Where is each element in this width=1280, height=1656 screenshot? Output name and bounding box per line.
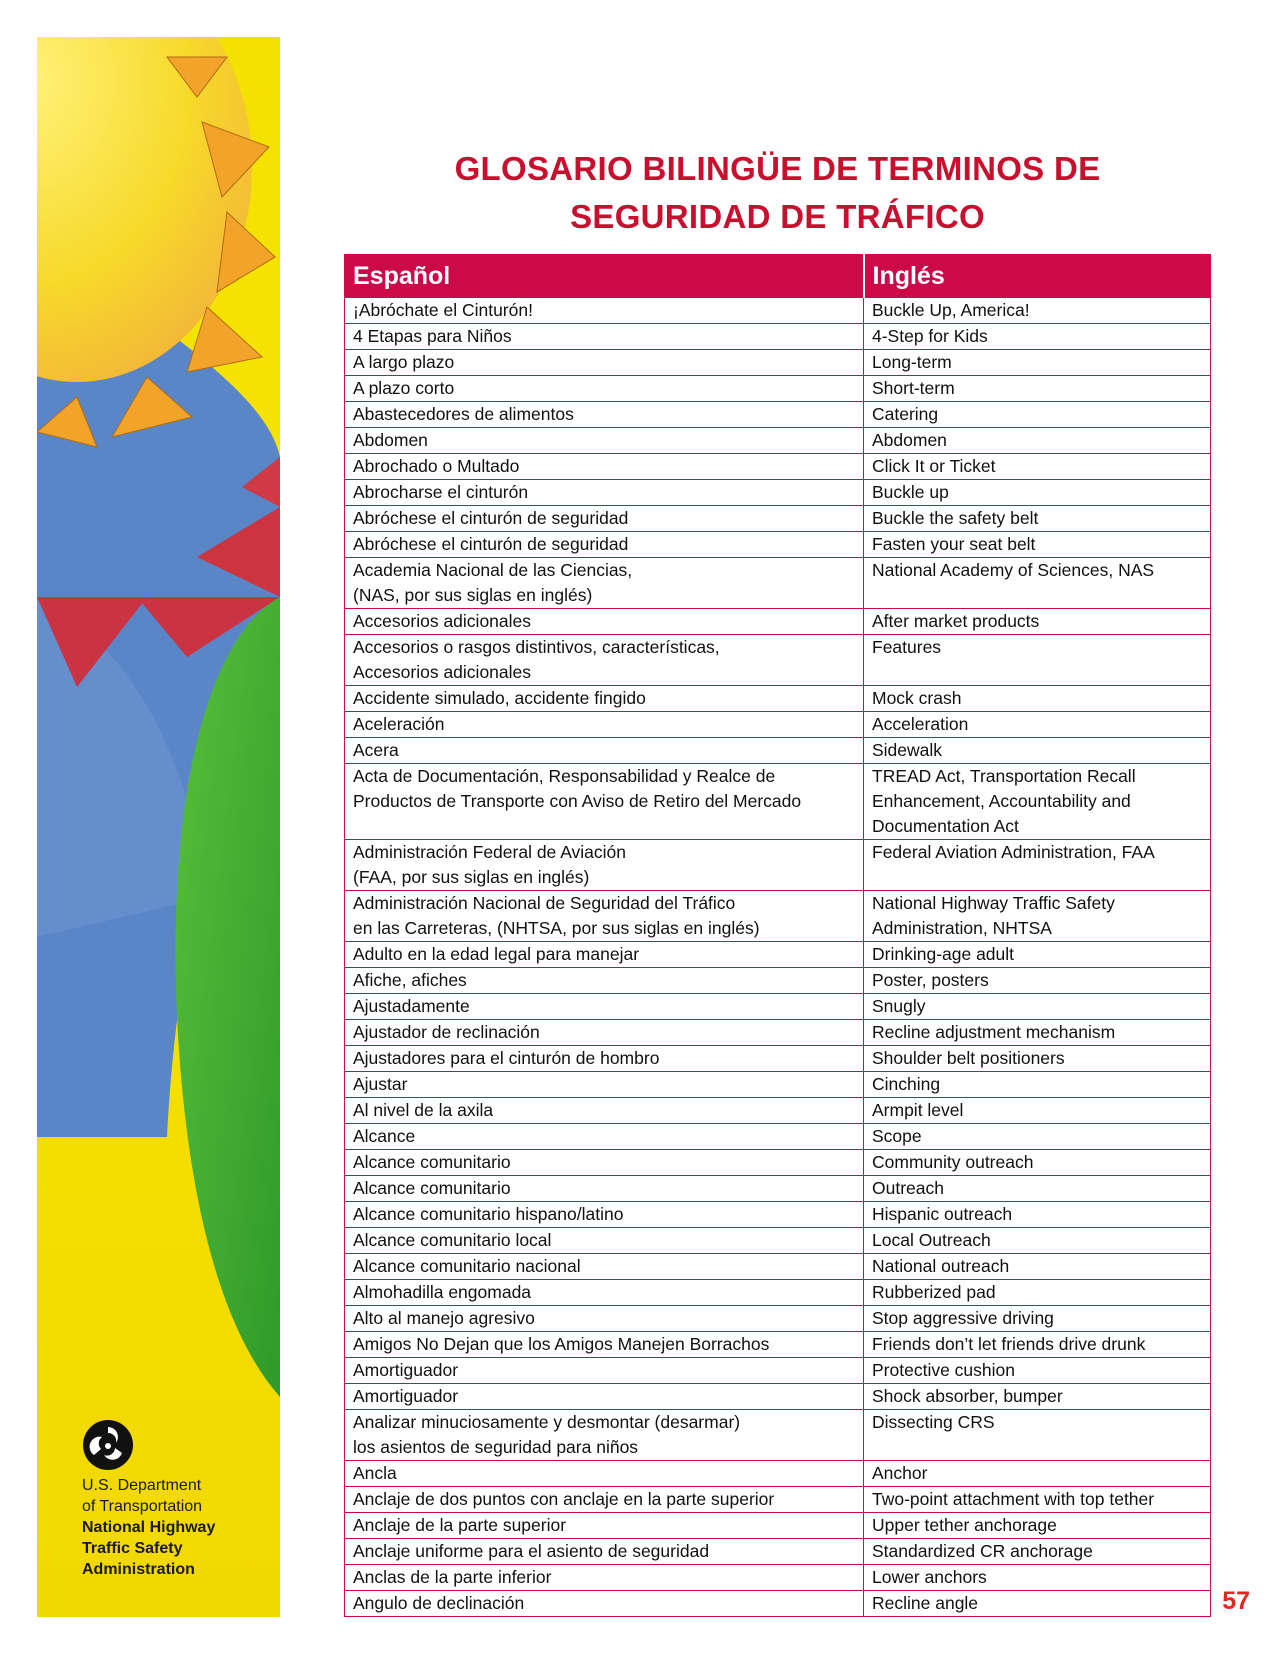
- term-english: Catering: [864, 402, 1211, 428]
- table-row: [345, 1565, 1211, 1591]
- term-english: Anchor: [864, 1461, 1211, 1487]
- table-row: [345, 1202, 1211, 1228]
- glossary-body: [345, 298, 1211, 1617]
- term-spanish: Anclaje de la parte superior: [345, 1513, 864, 1539]
- term-spanish: Accesorios adicionales: [345, 609, 864, 635]
- table-row: [345, 942, 1211, 968]
- term-spanish: Abdomen: [345, 428, 864, 454]
- table-row: [345, 350, 1211, 376]
- table-row: [345, 1332, 1211, 1358]
- table-row: [345, 532, 1211, 558]
- term-spanish: Accidente simulado, accidente fingido: [345, 686, 864, 712]
- table-row: [345, 738, 1211, 764]
- term-english: Scope: [864, 1124, 1211, 1150]
- table-row: [345, 1150, 1211, 1176]
- term-spanish: Alcance comunitario local: [345, 1228, 864, 1254]
- glossary-table: [344, 254, 1211, 1617]
- term-english: Upper tether anchorage: [864, 1513, 1211, 1539]
- term-english: Outreach: [864, 1176, 1211, 1202]
- term-spanish: Abrochado o Multado: [345, 454, 864, 480]
- table-row: [345, 480, 1211, 506]
- table-row: [345, 764, 1211, 840]
- term-spanish: Alcance comunitario: [345, 1150, 864, 1176]
- term-english: Federal Aviation Administration, FAA: [864, 840, 1211, 891]
- table-row: [345, 1306, 1211, 1332]
- term-english: Armpit level: [864, 1098, 1211, 1124]
- table-row: [345, 994, 1211, 1020]
- table-row: [345, 1461, 1211, 1487]
- term-english: Buckle Up, America!: [864, 298, 1211, 324]
- term-english: TREAD Act, Transportation Recall Enhancement, Accountability and Documentation Act: [864, 764, 1211, 840]
- agency-line-3: National Highway: [82, 1519, 216, 1536]
- term-spanish: Administración Federal de Aviación (FAA, por sus siglas en inglés): [345, 840, 864, 891]
- term-spanish: Amortiguador: [345, 1384, 864, 1410]
- term-english: Standardized CR anchorage: [864, 1539, 1211, 1565]
- table-row: [345, 1072, 1211, 1098]
- table-row: [345, 968, 1211, 994]
- table-row: [345, 1046, 1211, 1072]
- table-row: [345, 376, 1211, 402]
- agency-line-2: of Transportation: [82, 1498, 203, 1515]
- table-row: [345, 1539, 1211, 1565]
- term-english: Poster, posters: [864, 968, 1211, 994]
- table-row: [345, 1098, 1211, 1124]
- term-spanish: Ajustadores para el cinturón de hombro: [345, 1046, 864, 1072]
- table-row: [345, 686, 1211, 712]
- term-english: Rubberized pad: [864, 1280, 1211, 1306]
- table-row: [345, 891, 1211, 942]
- term-spanish: Alcance comunitario nacional: [345, 1254, 864, 1280]
- page-title: [345, 145, 1210, 241]
- decorative-sun-banner: [37, 37, 280, 1617]
- term-spanish: Angulo de declinación: [345, 1591, 864, 1617]
- term-spanish: Adulto en la edad legal para manejar: [345, 942, 864, 968]
- header-spanish: Español: [345, 255, 864, 298]
- term-spanish: Afiche, afiches: [345, 968, 864, 994]
- term-english: Recline angle: [864, 1591, 1211, 1617]
- term-spanish: Abróchese el cinturón de seguridad: [345, 506, 864, 532]
- table-row: [345, 635, 1211, 686]
- table-row: [345, 1020, 1211, 1046]
- table-row: [345, 324, 1211, 350]
- term-english: Fasten your seat belt: [864, 532, 1211, 558]
- term-spanish: Acta de Documentación, Responsabilidad y Realce de Productos de Transporte con Aviso de Retiro del Mercado: [345, 764, 864, 840]
- term-spanish: 4 Etapas para Niños: [345, 324, 864, 350]
- term-spanish: Anclaje de dos puntos con anclaje en la parte superior: [345, 1487, 864, 1513]
- term-english: Buckle up: [864, 480, 1211, 506]
- table-row: [345, 1176, 1211, 1202]
- term-english: Friends don’t let friends drive drunk: [864, 1332, 1211, 1358]
- table-row: [345, 1513, 1211, 1539]
- table-row: [345, 1280, 1211, 1306]
- table-row: [345, 402, 1211, 428]
- term-english: Recline adjustment mechanism: [864, 1020, 1211, 1046]
- table-header-row: [345, 255, 1211, 298]
- term-english: Hispanic outreach: [864, 1202, 1211, 1228]
- agency-line-1: U.S. Department: [82, 1477, 202, 1494]
- table-row: [345, 1124, 1211, 1150]
- title-line-2: SEGURIDAD DE TRÁFICO: [570, 198, 985, 235]
- table-row: [345, 712, 1211, 738]
- term-english: Dissecting CRS: [864, 1410, 1211, 1461]
- term-spanish: Ajustar: [345, 1072, 864, 1098]
- table-row: [345, 1358, 1211, 1384]
- agency-line-4: Traffic Safety: [82, 1540, 183, 1557]
- agency-line-5: Administration: [82, 1561, 195, 1578]
- term-spanish: Amigos No Dejan que los Amigos Manejen Borrachos: [345, 1332, 864, 1358]
- term-spanish: Aceleración: [345, 712, 864, 738]
- term-spanish: Alto al manejo agresivo: [345, 1306, 864, 1332]
- table-row: [345, 609, 1211, 635]
- term-spanish: Abrocharse el cinturón: [345, 480, 864, 506]
- table-row: [345, 840, 1211, 891]
- term-english: After market products: [864, 609, 1211, 635]
- title-line-1: GLOSARIO BILINGÜE DE TERMINOS DE: [454, 150, 1101, 187]
- term-spanish: Amortiguador: [345, 1358, 864, 1384]
- term-spanish: Almohadilla engomada: [345, 1280, 864, 1306]
- table-row: [345, 558, 1211, 609]
- table-row: [345, 298, 1211, 324]
- table-row: [345, 1591, 1211, 1617]
- table-row: [345, 1228, 1211, 1254]
- term-english: Long-term: [864, 350, 1211, 376]
- term-spanish: Accesorios o rasgos distintivos, características, Accesorios adicionales: [345, 635, 864, 686]
- term-english: Abdomen: [864, 428, 1211, 454]
- term-english: Stop aggressive driving: [864, 1306, 1211, 1332]
- term-english: Local Outreach: [864, 1228, 1211, 1254]
- term-english: Buckle the safety belt: [864, 506, 1211, 532]
- term-english: Acceleration: [864, 712, 1211, 738]
- table-row: [345, 1487, 1211, 1513]
- term-spanish: Analizar minuciosamente y desmontar (desarmar) los asientos de seguridad para niños: [345, 1410, 864, 1461]
- term-spanish: A plazo corto: [345, 376, 864, 402]
- term-english: Short-term: [864, 376, 1211, 402]
- term-spanish: Abróchese el cinturón de seguridad: [345, 532, 864, 558]
- term-english: Features: [864, 635, 1211, 686]
- term-english: Shock absorber, bumper: [864, 1384, 1211, 1410]
- term-english: Mock crash: [864, 686, 1211, 712]
- term-spanish: A largo plazo: [345, 350, 864, 376]
- page-number: 57: [1222, 1587, 1250, 1615]
- term-spanish: Administración Nacional de Seguridad del Tráfico en las Carreteras, (NHTSA, por sus siglas en inglés): [345, 891, 864, 942]
- dot-triskelion-icon: [82, 1419, 134, 1471]
- term-spanish: Ajustadamente: [345, 994, 864, 1020]
- term-english: National outreach: [864, 1254, 1211, 1280]
- table-row: [345, 1254, 1211, 1280]
- term-spanish: Al nivel de la axila: [345, 1098, 864, 1124]
- table-row: [345, 454, 1211, 480]
- term-english: Drinking-age adult: [864, 942, 1211, 968]
- term-spanish: Alcance comunitario hispano/latino: [345, 1202, 864, 1228]
- term-english: Two-point attachment with top tether: [864, 1487, 1211, 1513]
- term-english: Snugly: [864, 994, 1211, 1020]
- term-english: Lower anchors: [864, 1565, 1211, 1591]
- term-english: 4-Step for Kids: [864, 324, 1211, 350]
- term-english: Shoulder belt positioners: [864, 1046, 1211, 1072]
- term-spanish: ¡Abróchate el Cinturón!: [345, 298, 864, 324]
- table-row: [345, 428, 1211, 454]
- term-english: National Academy of Sciences, NAS: [864, 558, 1211, 609]
- term-english: Click It or Ticket: [864, 454, 1211, 480]
- sun-illustration: [37, 37, 280, 1617]
- agency-name: [82, 1475, 280, 1580]
- term-spanish: Ancla: [345, 1461, 864, 1487]
- term-english: Cinching: [864, 1072, 1211, 1098]
- term-spanish: Anclaje uniforme para el asiento de seguridad: [345, 1539, 864, 1565]
- term-english: Sidewalk: [864, 738, 1211, 764]
- term-spanish: Alcance comunitario: [345, 1176, 864, 1202]
- term-english: Community outreach: [864, 1150, 1211, 1176]
- term-spanish: Abastecedores de alimentos: [345, 402, 864, 428]
- table-row: [345, 1410, 1211, 1461]
- term-spanish: Ajustador de reclinación: [345, 1020, 864, 1046]
- table-row: [345, 506, 1211, 532]
- term-english: National Highway Traffic Safety Administration, NHTSA: [864, 891, 1211, 942]
- term-english: Protective cushion: [864, 1358, 1211, 1384]
- term-spanish: Alcance: [345, 1124, 864, 1150]
- term-spanish: Acera: [345, 738, 864, 764]
- term-spanish: Academia Nacional de las Ciencias, (NAS, por sus siglas en inglés): [345, 558, 864, 609]
- table-row: [345, 1384, 1211, 1410]
- header-english: Inglés: [864, 255, 1211, 298]
- term-spanish: Anclas de la parte inferior: [345, 1565, 864, 1591]
